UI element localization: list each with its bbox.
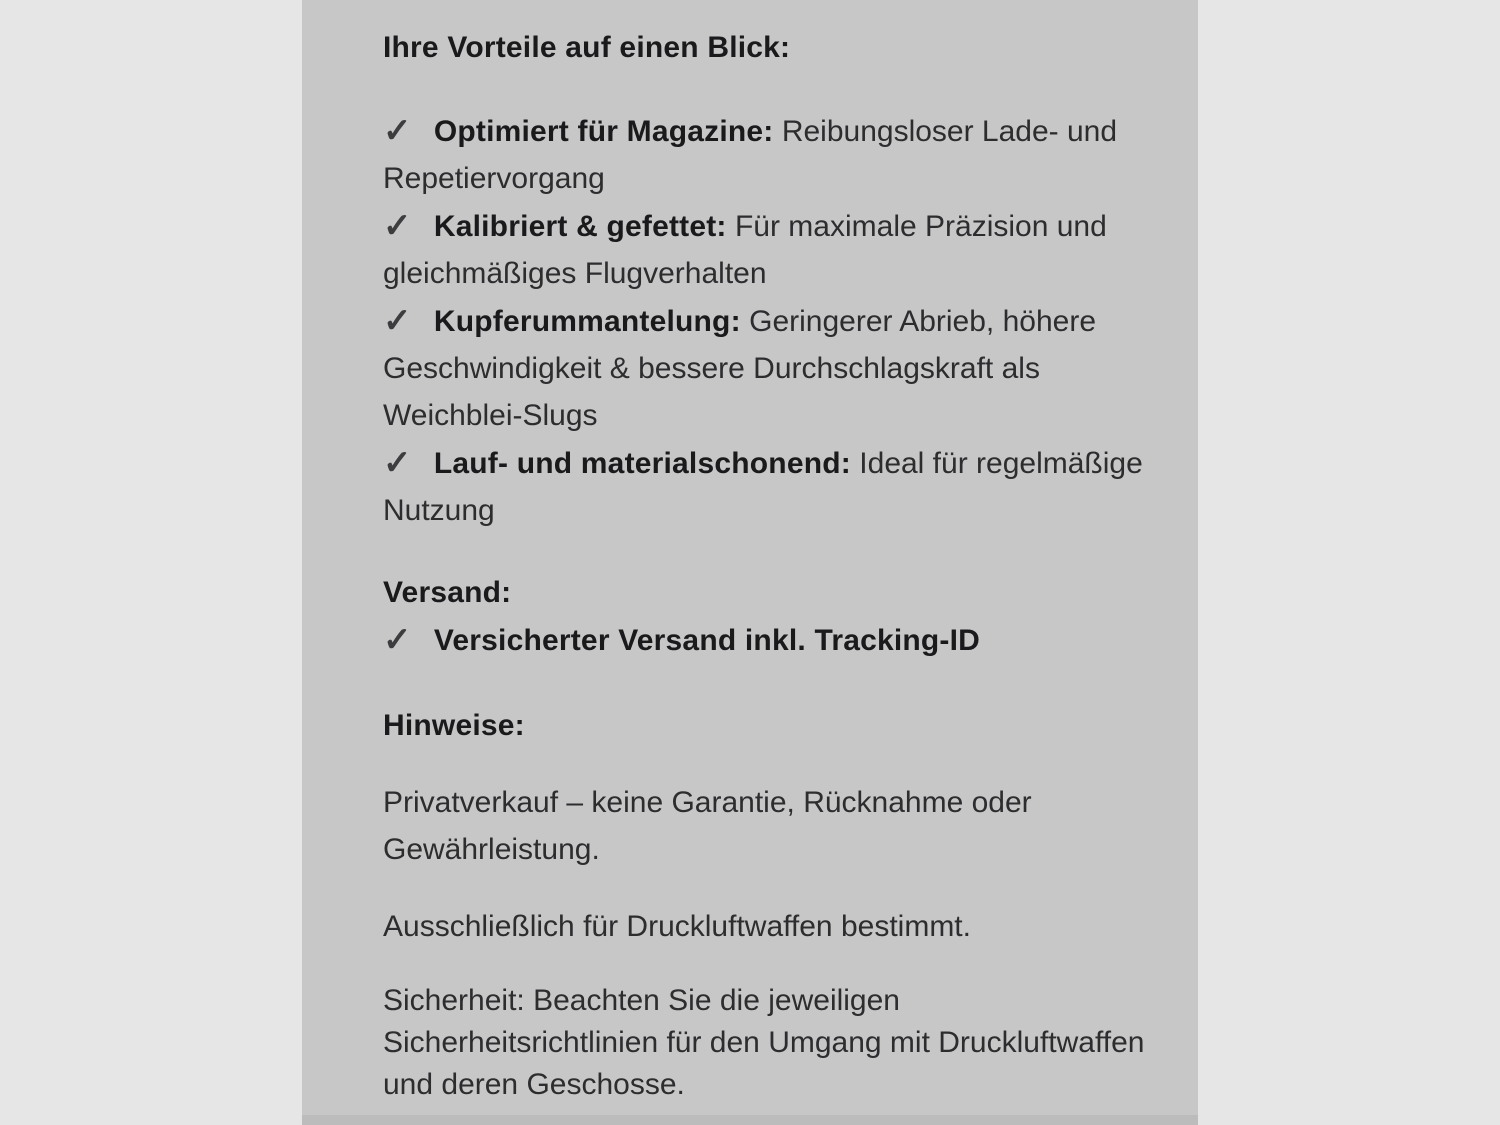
shipping-item-label: Versicherter Versand inkl. Tracking-ID [433,624,981,657]
checkmark-icon: ✓ [383,112,412,150]
benefit-text: Ideal für regelmäßige Nutzung [383,447,1143,527]
benefit-item [383,439,1165,534]
shipping-item [383,616,1165,664]
checkmark-icon: ✓ [383,302,412,340]
benefit-text: Geringerer Abrieb, höhere Geschwindigkeit & bessere Durchschlagskraft als Weichblei-Slugs [383,305,1096,432]
benefit-label: Kupferummantelung: [433,305,741,338]
benefit-label: Kalibriert & gefettet: [433,210,727,243]
shipping-heading: Versand: [383,576,512,609]
benefit-item [383,297,1165,439]
shipping-section [383,569,1165,664]
product-description-panel [302,0,1198,1125]
note-paragraph-private-sale: Privatverkauf – keine Garantie, Rücknahme oder Gewährleistung. [383,786,1032,866]
benefit-label: Optimiert für Magazine: [433,115,774,148]
benefit-item [383,202,1165,297]
benefits-list [383,107,1165,534]
notes-section [383,702,1165,1106]
checkmark-icon: ✓ [383,621,412,659]
notes-heading: Hinweise: [383,709,525,742]
note-paragraph-airgun-only: Ausschließlich für Druckluftwaffen bestimmt. [383,910,971,943]
checkmark-icon: ✓ [383,444,412,482]
checkmark-icon: ✓ [383,207,412,245]
note-paragraph-safety: Sicherheit: Beachten Sie die jeweiligen Sicherheitsrichtlinien für den Umgang mit Druckluftwaffen und deren Geschosse. [383,984,1145,1101]
benefit-label: Lauf- und materialschonend: [433,447,851,480]
panel-bottom-strip [302,1115,1198,1125]
benefit-text: Reibungsloser Lade- und Repetiervorgang [383,115,1118,195]
description-content [383,24,1165,1106]
benefit-item [383,107,1165,202]
benefits-heading: Ihre Vorteile auf einen Blick: [383,31,791,64]
benefit-text: Für maximale Präzision und gleichmäßiges Flugverhalten [383,210,1107,290]
benefits-section [383,24,1165,534]
